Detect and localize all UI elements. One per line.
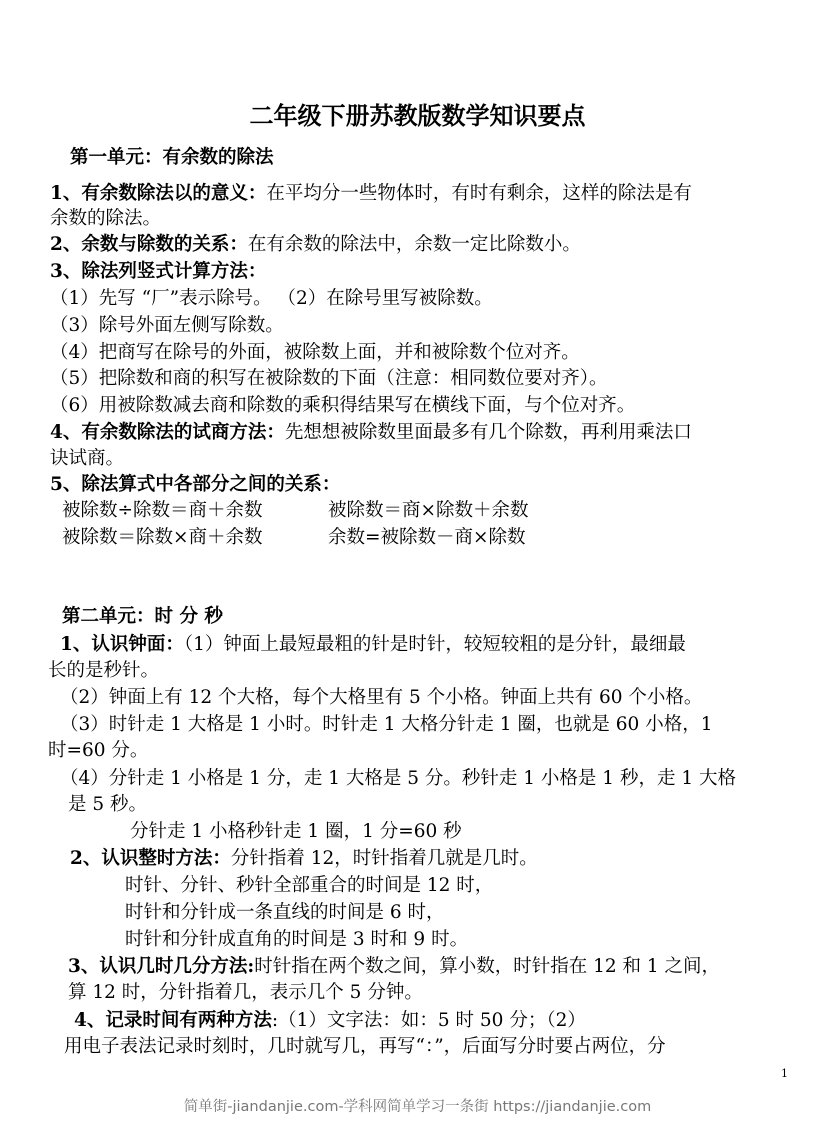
unit2-point1-label: 1、认识钟面： xyxy=(60,634,184,655)
document-title: 二年级下册苏教版数学知识要点 xyxy=(249,101,586,130)
step-1-2: （1）先写 “厂”表示除号。 （2）在除号里写被除数。 xyxy=(50,288,493,309)
point2-text: 在有余数的除法中，余数一定比除数小。 xyxy=(247,234,581,255)
step-3: （3）除号外面左侧写除数。 xyxy=(50,315,284,336)
point1-text: 在平均分一些物体时，有时有剩余，这样的除法是有 xyxy=(266,183,692,204)
unit2-point1-text: （1）钟面上最短最粗的针是时针，较短较粗的是分针，最细最 xyxy=(183,634,686,655)
unit2-point2 xyxy=(70,846,538,872)
unit2-point3 xyxy=(68,954,720,980)
hour-rule-1: 时针、分针、秒针全部重合的时间是 12 时， xyxy=(125,875,494,896)
clock-fact-4-cont: 是 5 秒。 xyxy=(68,794,148,815)
point4-label: 4、有余数除法的试商方法： xyxy=(50,422,285,443)
formula-3: 被除数＝除数×商＋余数 xyxy=(62,527,263,548)
step-4: （4）把商写在除号的外面，被除数上面，并和被除数个位对齐。 xyxy=(50,342,580,363)
step-5: （5）把除数和商的积写在被除数的下面（注意：相同数位要对齐）。 xyxy=(50,368,608,389)
unit2-heading: 第二单元：时 分 秒 xyxy=(62,606,223,627)
point1-label: 1、有余数除法以的意义： xyxy=(50,183,267,204)
formula-1: 被除数÷除数＝商＋余数 xyxy=(62,500,263,521)
hour-rule-3: 时针和分针成直角的时间是 3 时和 9 时。 xyxy=(125,929,469,950)
unit1-point3-label: 3、除法列竖式计算方法： xyxy=(50,261,267,282)
unit2-point1-cont: 长的是秒针。 xyxy=(48,660,160,681)
unit2-point4 xyxy=(74,1008,586,1034)
clock-fact-4-extra: 分针走 1 小格秒针走 1 圈，1 分=60 秒 xyxy=(130,821,462,842)
point4-text: 先想想被除数里面最多有几个除数，再利用乘法口 xyxy=(284,422,692,443)
footer-watermark: 简单街-jiandanjie.com-学科网简单学习一条街 https://jiandanjie.com xyxy=(183,1099,652,1115)
clock-fact-4: （4）分针走 1 小格是 1 分，走 1 大格是 5 分。秒针走 1 小格是 1 秒，走 1 大格 xyxy=(60,768,736,789)
unit2-point1 xyxy=(60,632,686,658)
unit2-point2-label: 2、认识整时方法： xyxy=(70,848,231,869)
step-6: （6）用被除数减去商和除数的乘积得结果写在横线下面，与个位对齐。 xyxy=(50,395,636,416)
clock-fact-2: （2）钟面上有 12 个大格，每个大格里有 5 个小格。钟面上共有 60 个小格。 xyxy=(60,687,703,708)
formula-2: 被除数＝商×除数＋余数 xyxy=(328,500,529,521)
formula-4: 余数=被除数－商×除数 xyxy=(328,527,526,548)
point2-label: 2、余数与除数的关系： xyxy=(50,234,248,255)
unit1-heading: 第一单元：有余数的除法 xyxy=(70,147,274,168)
unit1-point4-cont: 诀试商。 xyxy=(50,448,125,469)
unit2-point2-text: 分针指着 12，时针指着几就是几时。 xyxy=(230,848,538,869)
unit1-point5-label: 5、除法算式中各部分之间的关系： xyxy=(50,474,341,495)
unit2-point3-label: 3、认识几时几分方法: xyxy=(68,956,255,977)
unit2-point3-cont: 算 12 时，分针指着几，表示几个 5 分钟。 xyxy=(68,982,423,1003)
unit1-point1-cont: 余数的除法。 xyxy=(50,208,162,229)
unit1-point1 xyxy=(50,181,692,207)
clock-fact-3-cont: 时=60 分。 xyxy=(48,740,149,761)
unit1-point2 xyxy=(50,232,581,258)
clock-fact-3: （3）时针走 1 大格是 1 小时。时针走 1 大格分针走 1 圈，也就是 60 小格，1 xyxy=(60,714,713,735)
unit2-point4-text: :（1）文字法：如：5 时 50 分；（2） xyxy=(271,1010,586,1031)
unit2-point4-cont: 用电子表法记录时刻时，几时就写几，再写“：”，后面写分时要占两位，分 xyxy=(64,1036,666,1057)
unit2-point3-text: 时针指在两个数之间，算小数，时针指在 12 和 1 之间， xyxy=(254,956,721,977)
page-number: 1 xyxy=(781,1067,788,1080)
unit1-point4 xyxy=(50,420,692,446)
hour-rule-2: 时针和分针成一条直线的时间是 6 时， xyxy=(125,902,445,923)
unit2-point4-label: 4、记录时间有两种方法 xyxy=(74,1010,272,1031)
